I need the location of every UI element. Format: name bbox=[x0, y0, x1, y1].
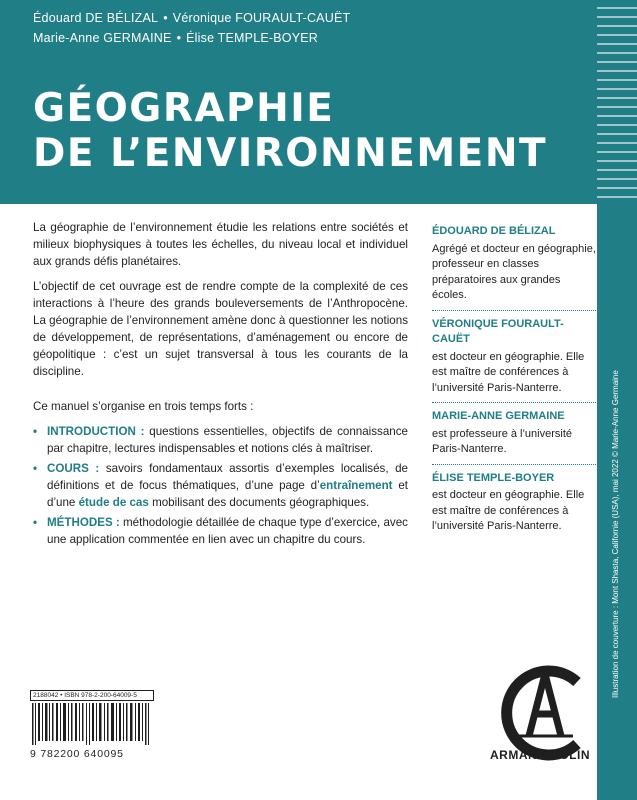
list-item-text: mobilisant des documents géographiques. bbox=[148, 496, 370, 509]
cover-credit: Illustration de couverture : Mont Shasta, Californie (USA), mai 2022 © Marie-Anne Germaine bbox=[611, 370, 620, 698]
divider bbox=[432, 464, 598, 465]
bio-text: Agrégé et docteur en géographie, professeur en classes préparatoires aux grandes écoles. bbox=[432, 242, 596, 301]
bullet-icon: • bbox=[33, 425, 38, 438]
list-item-keyword: COURS : bbox=[47, 462, 100, 475]
list-item-keyword: MÉTHODES : bbox=[47, 516, 120, 529]
author-name: Marie-Anne GERMAINE bbox=[33, 31, 172, 45]
book-title bbox=[33, 86, 547, 176]
blurb bbox=[33, 219, 408, 551]
intro-paragraph-1: La géographie de l’environnement étudie les relations entre sociétés et milieux biophysiques à toutes les échelles, du niveau local et individuel aux grands défis planétaires. bbox=[33, 221, 408, 268]
list-item bbox=[33, 423, 408, 457]
author-separator: • bbox=[176, 31, 182, 45]
author-line-1 bbox=[33, 8, 350, 28]
bio-name: ÉDOUARD DE BÉLIZAL bbox=[432, 225, 556, 237]
bio-text: est docteur en géographie. Elle est maître de conférences à l’université Paris-Nanterre. bbox=[432, 489, 585, 532]
barcode-bars-icon bbox=[30, 703, 152, 745]
title-line-2: DE L’ENVIRONNEMENT bbox=[33, 131, 548, 176]
bio-name: ÉLISE TEMPLE-BOYER bbox=[432, 471, 555, 484]
bio-entry bbox=[432, 317, 598, 404]
intro-paragraph-2: L’objectif de cet ouvrage est de rendre compte de la complexité de ces interactions à l’heure des grands bouleversements de l’Anthropocène. La géographie de l’environnement amène donc à questionner les notions de développement, de représentations, d’aménagement ou encore de géopolitique : c’est un sujet transversal à tous les courants de la discipline. bbox=[33, 280, 408, 378]
bullet-icon: • bbox=[33, 462, 38, 475]
list-item-keyword: INTRODUCTION : bbox=[47, 425, 145, 438]
bio-text: est professeure à l’université Paris-Nanterre. bbox=[432, 427, 573, 455]
list-item-text: et d’une bbox=[47, 479, 409, 509]
list-item-text: questions essentielles, objectifs de connaissance par chapitre, lectures indispensables et notions clés à maîtriser. bbox=[47, 425, 408, 455]
barcode bbox=[30, 690, 154, 758]
list-item-text: savoirs fondamentaux assortis d’exemples localisés, de définitions et de focus thématiques, d’une page d’ bbox=[47, 462, 409, 492]
author-bios bbox=[426, 224, 598, 541]
striped-edge-decoration bbox=[597, 0, 637, 204]
bio-name: VÉRONIQUE FOURAULT-CAUËT bbox=[432, 317, 564, 345]
isbn-number: 9 782200 640095 bbox=[30, 748, 124, 760]
author-list bbox=[33, 8, 350, 48]
structure-lead: Ce manuel s’organise en trois temps forts : bbox=[33, 400, 254, 413]
bio-name: MARIE-ANNE GERMAINE bbox=[432, 410, 565, 422]
bio-entry bbox=[432, 409, 598, 465]
title-line-1: GÉOGRAPHIE bbox=[33, 86, 335, 131]
highlight-training: entraînement bbox=[319, 479, 393, 492]
bio-entry bbox=[432, 224, 598, 311]
highlight-case-study: étude de cas bbox=[78, 496, 149, 509]
divider bbox=[432, 310, 598, 311]
list-item bbox=[33, 460, 408, 511]
author-name: Élise TEMPLE-BOYER bbox=[186, 31, 319, 45]
bio-text: est docteur en géographie. Elle est maître de conférences à l’université Paris-Nanterre. bbox=[432, 350, 585, 394]
structure-list bbox=[33, 423, 408, 548]
author-separator: • bbox=[163, 11, 168, 25]
author-name: Édouard DE BÉLIZAL bbox=[33, 11, 159, 25]
author-line-2 bbox=[33, 28, 350, 48]
header-band bbox=[0, 0, 637, 204]
divider bbox=[432, 402, 598, 403]
bio-entry bbox=[432, 471, 598, 535]
publisher-name: ARMAND COLIN bbox=[490, 748, 590, 762]
isbn-label: 2188042 • ISBN 978-2-200-64009-5 bbox=[30, 690, 154, 701]
bullet-icon: • bbox=[33, 516, 38, 529]
author-name: Véronique FOURAULT-CAUËT bbox=[172, 11, 351, 25]
list-item-text: méthodologie détaillée de chaque type d’exercice, avec une application commentée en lien avec un chapitre du cours. bbox=[47, 516, 408, 546]
list-item bbox=[33, 514, 408, 548]
